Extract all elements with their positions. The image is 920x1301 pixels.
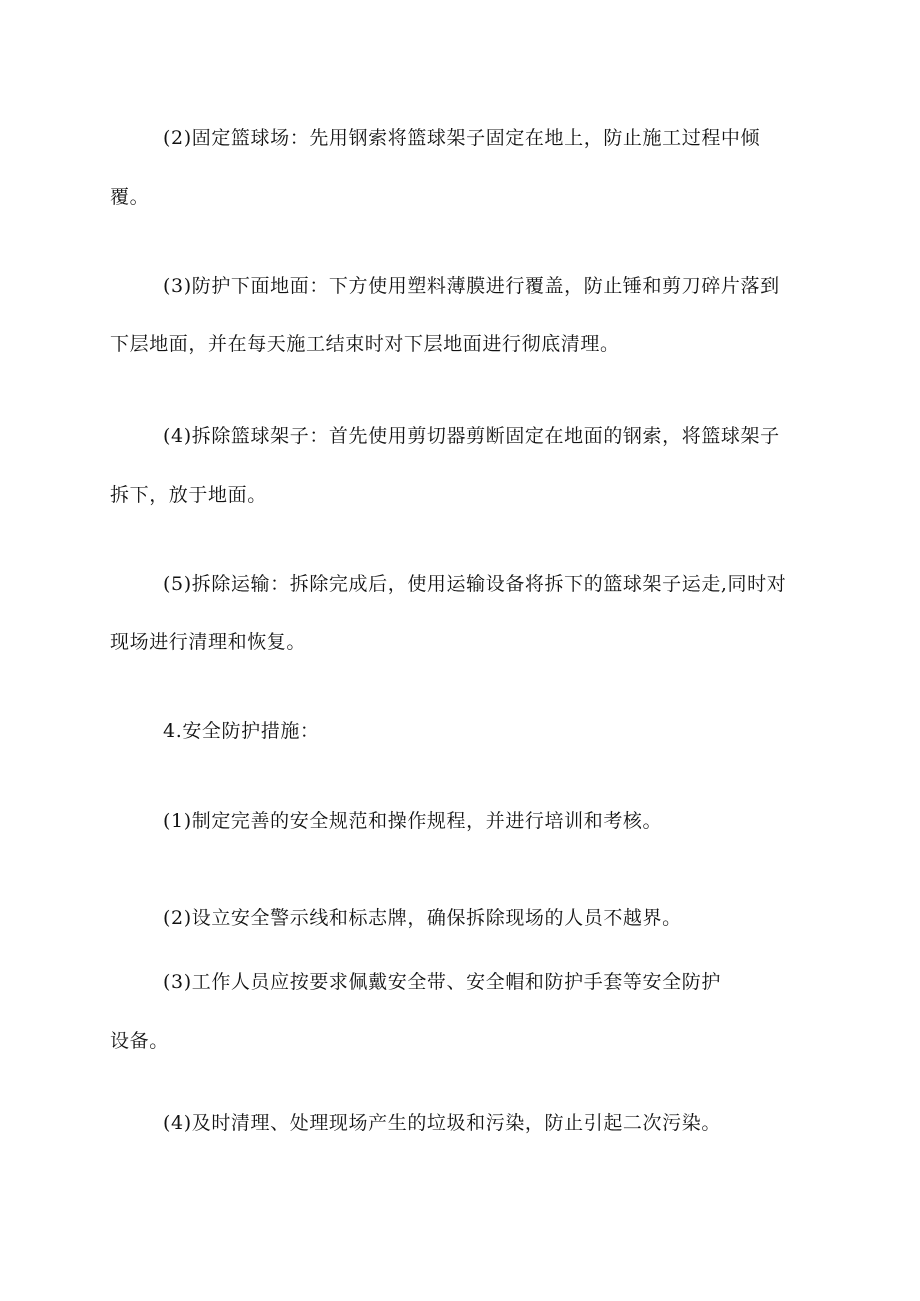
step-2-line-1: (2)固定篮球场：先用钢索将篮球架子固定在地上，防止施工过程中倾	[163, 127, 761, 149]
safety-item-3-line-1: (3)工作人员应按要求佩戴安全带、安全帽和防护手套等安全防护	[163, 971, 721, 993]
safety-item-1: (1)制定完善的安全规范和操作规程，并进行培训和考核。	[163, 810, 663, 832]
safety-item-3-line-2: 设备。	[110, 1030, 169, 1052]
step-3-line-1: (3)防护下面地面：下方使用塑料薄膜进行覆盖，防止锤和剪刀碎片落到	[163, 275, 780, 297]
step-5-line-1: (5)拆除运输：拆除完成后，使用运输设备将拆下的篮球架子运走,同时对	[163, 573, 787, 595]
safety-heading: 4.安全防护措施：	[163, 720, 320, 742]
step-4-line-2: 拆下，放于地面。	[110, 484, 267, 506]
step-5-line-2: 现场进行清理和恢复。	[110, 631, 307, 653]
step-3-line-2: 下层地面，并在每天施工结束时对下层地面进行彻底清理。	[110, 333, 620, 355]
step-4-line-1: (4)拆除篮球架子：首先使用剪切器剪断固定在地面的钢索，将篮球架子	[163, 425, 780, 447]
safety-item-2: (2)设立安全警示线和标志牌，确保拆除现场的人员不越界。	[163, 907, 682, 929]
safety-item-4: (4)及时清理、处理现场产生的垃圾和污染，防止引起二次污染。	[163, 1112, 721, 1134]
step-2-line-2: 覆。	[110, 186, 150, 208]
